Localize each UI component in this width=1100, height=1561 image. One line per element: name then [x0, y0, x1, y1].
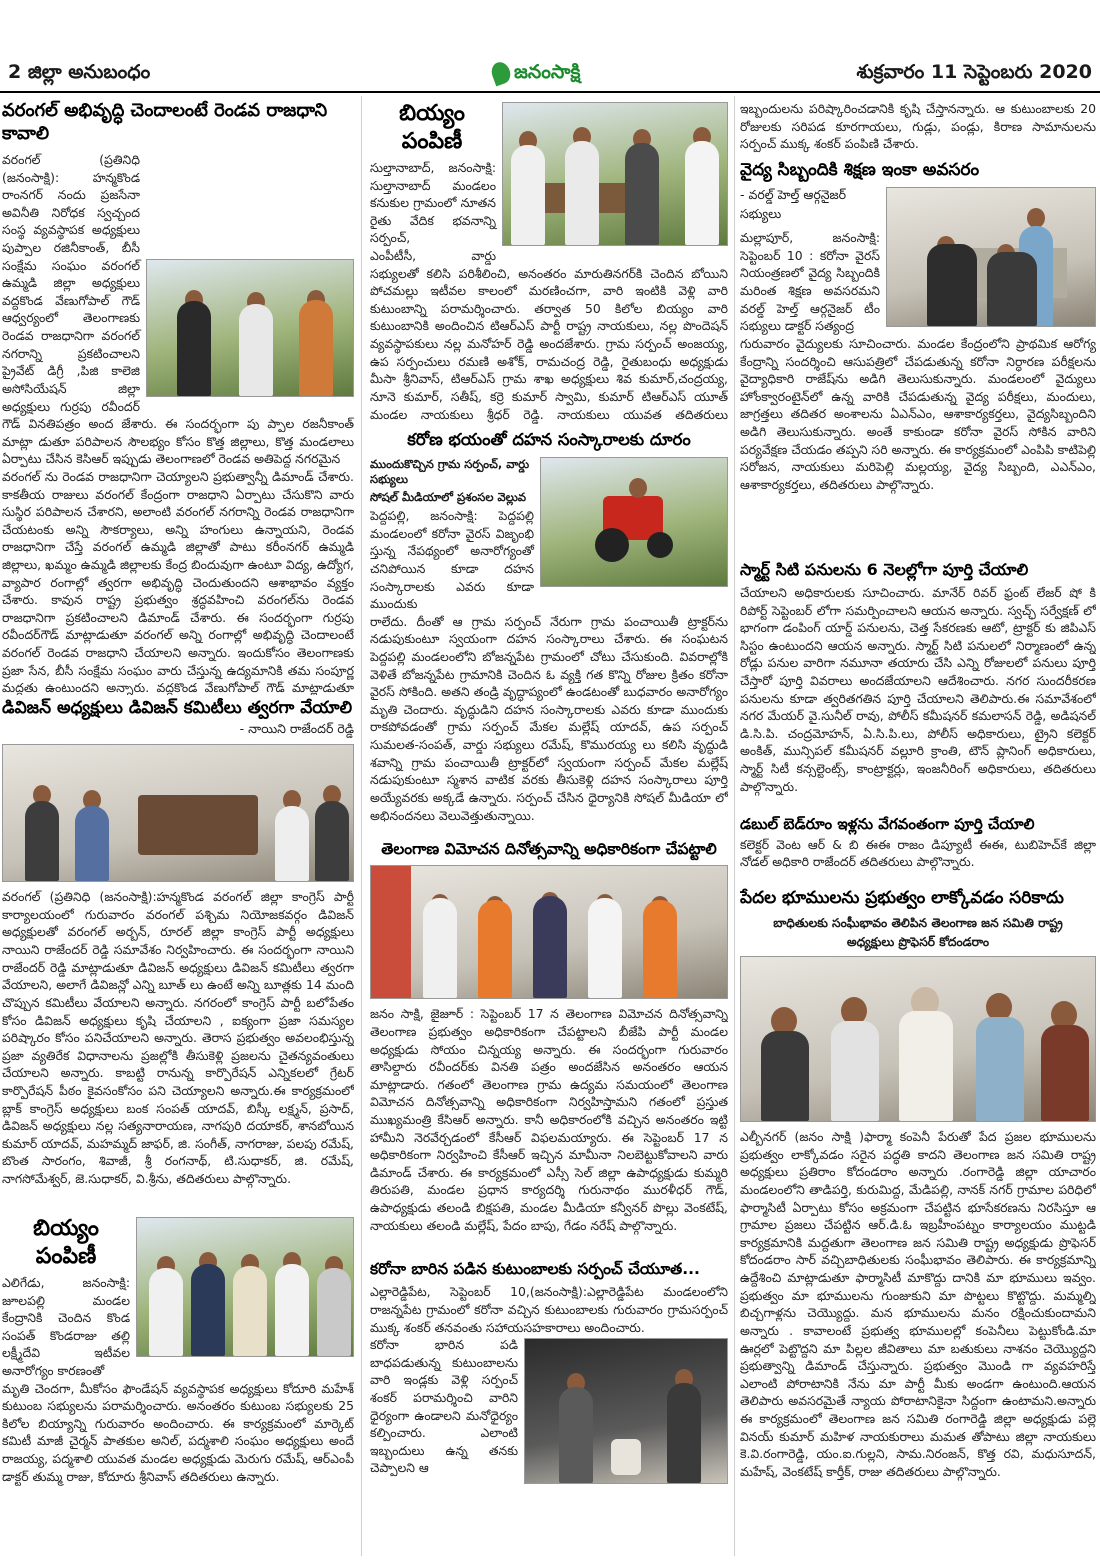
article-cremation: [370, 430, 728, 835]
headline-line: పంపిణీ: [35, 1243, 97, 1269]
subheadline: బాధితులకు సంఘీభావం తెలిపిన తెలంగాణ జన సమితి రాష్ట్ర: [773, 916, 1063, 931]
subheadline: అధ్యక్షులు ప్రొఫెసర్ కోదండరాం: [846, 934, 990, 949]
article-body: కలెక్టర్ వెంట ఆర్ & బి ఈఈ రాజం డిప్యూటీ ఈఈ, టుబిహెచ్‌కే జిల్లా నోడల్ అధికారి రాజేందర్ తదితరులు పాల్గొన్నారు.: [740, 836, 1096, 870]
article-body: ఎల్లారెడ్డిపేట, సెప్టెంబర్ 10,(జనంసాక్షి):ఎల్లారెడ్డిపేట మండలంలోని రాజన్నపేట గ్రామంలో కరోనా వచ్చిన కుటుంబాలకు గురువారం గ్రామసర్పంచ్ ముక్క శంకర్ తనవంతు సహాయసహకారాలు అందించారు.: [370, 1284, 728, 1335]
byline: - వరల్డ్ హెల్త్ ఆర్గనైజర్ సభ్యులు: [740, 187, 847, 222]
headline-line: పంపిణీ: [401, 128, 463, 154]
article-continuation: [740, 100, 1096, 158]
article-body: ఎల్బీనగర్ (జనం సాక్షి )ఫార్మా కంపెనీ పేరుతో పేద ప్రజల భూములను ప్రభుత్వం లాక్కోవడం సరైన పద్ధతి కాదని తెలంగాణ జన సమితి రాష్ట్ర అధ్యక్షులు ప్రతిరాం కోదండరాం అన్నారు .రంగారెడ్డి జిల్లా యాచారం మండలంలోని తాడిపర్తి, కురుమిద్ద, మేడిపల్లి, నానక్ నగర్ గ్రామాల పరిధిలో ఫార్మాసిటీ ఏర్పాటు కోసం అక్రమంగా చేపట్టిన భూసేకరణను నిరసిస్తూ ఆ గ్రామాల ప్రజలు చేపట్టిన ఆర్.డి.ఓ ఇబ్రహీంపట్నం కార్యాలయం ముట్టడి కార్యక్రమానికి మద్దతుగా తెలంగాణ జన సమితి రాష్ట్ర అధ్యక్షుడు ప్రొఫెసర్ కోదండరాం సార్ వచ్చిబాధితులకు సంఘీభావం తెలిపారు. ఈ కార్యక్రమాన్ని ఉద్దేశించి మాట్లాడుతూ ఫార్మాసిటీ మాకొద్దు దానికి మా భూములు ఇవ్వం. ప్రభుత్వం మా భూములను గుంజుకుని మా పొట్టలు కొట్టొద్దు. మమ్మల్ని బిచ్చగాళ్లను చెయ్యొద్దు. మన భూములను మనం రక్షించుకుందామని అన్నారు . కావాలంటే ప్రభుత్వ భూములల్లో కంపెనీలు పెట్టుకోండి.మా ఊర్లలో పెట్టొద్దని మా పిల్లల జీవితాలు మా బతుకులు నాశనం చెయ్యొద్దని ప్రభుత్వాన్ని డిమాండ్ చేస్తున్నారు. ప్రభుత్వం మొండి గా వ్యవహరిస్తే ఎలాంటి పోరాటానికి నేను మా పార్టీ మీకు అండగా ఉంటుంది.ఆయన తెలిపారు అవసరమైతే న్యాయ పోరాటానికైనా సిద్దంగా ఉంటామని.అన్నారు ఈ కార్యక్రమంలో తెలంగాణ జన సమితి రంగారెడ్డి జిల్లా అధ్యక్షుడు పల్లె వినయ్ కుమార్ మహిళ నాయకురాలు మమత తోపాటు జిల్లా నాయకులు కె.వి.రంగారెడ్డి, యం.ఐ.గుల్లని, సామ.నిరంజన్, కొత్త రవి, మధుసూదన్, మహేష్, వెంకటేష్ కార్తీక్, రాజు తదితరులు పాల్గొన్నారు.: [740, 1129, 1096, 1479]
brand-logo: [492, 59, 622, 87]
headline: తెలంగాణ విమోచన దినోత్సవాన్ని అధికారికంగా చేపట్టాలి: [381, 840, 717, 858]
article-body: మృతి చెందగా, మీకోసం ఫౌండేషన్ వ్యవస్థాపక అధ్యక్షులు కోదూరి మహేశ్ కుటుంబ సభ్యులను పరామర్శించారు. అనంతరం కుటుంబ సభ్యులకు 25 కిలోల బియ్యాన్ని గురువారం అందించారు. ఈ కార్యక్రమంలో మార్కెట్ కమిటీ మాజీ చైర్మన్ పాతకుల అనిల్, పద్మశాలి సంఘం అధ్యక్షులు అందే రాజయ్య, పద్మశాలి యువత మండల అధ్యక్షుడు మెరుగు రమేష్, ఆర్‌ఎంపీ డాక్టర్ తుమ్మ రాజు, కోదూరు శ్రీనివాస్ తదితరులు ఉన్నారు.: [2, 1380, 354, 1484]
article-body: పెద్దపల్లి, జనంసాక్షి: పెద్దపల్లి మండలంలో కరోనా వైరస్ విజృంభి స్తున్న నేపథ్యంలో అనారోగ్యంతో చనిపోయిన కూడా దహన సంస్కారాలకు ఎవరు కూడా ముందుకు: [370, 508, 534, 612]
headline: స్మార్ట్ సిటి పనులను 6 నెలల్లోగా పూర్తి చేయాలి: [740, 560, 1029, 579]
headline: కరోనా బారిన పడిన కుటుంబాలకు సర్పంచ్ చేయూత...: [370, 1260, 700, 1278]
article-sarpanch-support: [370, 1260, 728, 1555]
photo-farmers: [502, 102, 728, 246]
headline-line: బియ్యం: [399, 101, 465, 126]
article-body: ఎలిగేడు, జనంసాక్షి: జూలపల్లి మండల కేంద్రానికి చెందిన కొండ సంపత్ కొండరాజు తల్లి లక్ష్మీదేవి ఇటీవల అనారోగ్యం కారణంతో: [2, 1275, 130, 1379]
article-body: వరంగల్ (ప్రతినిధి (జనంసాక్షి):హన్మకొండ వరంగల్ జిల్లా కాంగ్రెస్ పార్టీ కార్యాలయంలో గురువారం వరంగల్ పశ్చిమ నియోజకవర్గం డివిజన్ అధ్యక్షులతో వరంగల్ అర్బన్, రూరల్ జిల్లా కాంగ్రెస్ పార్టీ అధ్యక్షులు నాయిని రాజేందర్ రెడ్డి సమావేశం నిర్వహించారు. ఈ సందర్భంగా నాయిని రాజేందర్ రెడ్డి మాట్లాడుతూ డివిజన్ అధ్యక్షులు డివిజన్ కమిటీలు త్వరగా వేయాలని, అలాగే డివిజన్లో ఎన్ని బూత్ లు ఉంటే అన్ని బూత్లకు 14 మంది చొప్పున కమిటీలు వేయాలని అన్నారు. నగరంలో కాంగ్రెస్ పార్టీ బలోపేతం కోసం డివిజన్ అధ్యక్షులు కృషి చేయాలని , ఐక్యంగా ప్రజా సమస్యల పరిష్కారం కోసం పనిచేయాలని అన్నారు. తెరాస ప్రభుత్వం అవలంభిస్తున్న ప్రజా వ్యతిరేక విధానాలను ప్రజల్లోకి తీసుకెళ్లి ప్రజలను చైతన్యవంతులు చేయాలని అన్నారు. కాబట్టి రానున్న కార్పొరేషన్ ఎన్నికలలో గ్రేటర్ కార్పొరేషన్ పీఠం కైవసంకోసం పని చెయ్యాలని అన్నారు.ఈ కార్యక్రమంలో బ్లాక్ కాంగ్రెస్ అధ్యక్షులు బంక సంపత్ యాదవ్, బిస్కీ లక్ష్మన్, ప్రసాద్, డివిజన్ అధ్యక్షులు నల్ల సత్యనారాయణ, నాగపురి దయాకర్, శానబోయిన కుమార్ యాదవ్, మహమ్మద్ జాఫర్, జి. సంగీత్, నాగరాజు, పలపు రమేష్, బొంత సారంగం, శివాజీ, శ్రీ రంగనాథ్, టి.సుధాకర్, జి. రమేష్, నాగసోమేశ్వర్, జె.సుధాకర్, వి.శ్రీను, తదితరులు పాల్గొన్నారు.: [2, 889, 354, 1186]
photo-night-visit: [524, 1338, 728, 1484]
article-medical-training: [740, 160, 1096, 558]
article-body: వరంగల్ (ప్రతినిధి (జనంసాక్షి): హన్మకొండ రాంనగర్ నందు ప్రజసేనా అవినీతి నిరోధక స్వచ్చంద సంస్థ వ్యవస్థాపక అధ్యక్షులు పుప్పాల రజినీకాంత్, బీసీ సంక్షేమ సంఘం వరంగల్ ఉమ్మడి జిల్లా అధ్యక్షులు వద్దకొండ వేణుగోపాల్ గౌడ్ ఆధ్వర్యంలో తెలంగాణకు రెండవ రాజధానిగా వరంగల్ నగరాన్ని ప్రకటించాలని ప్రైవేట్ డిగ్రీ ,పిజి కాలెజి అసోసియేషన్ జిల్లా అధ్యక్షులు గుర్రపు రవీందర్ గౌడ్ వినతిపత్రం అంద జేశారు. ఈ సందర్భంగా పు ప్పాల రజనీకాంత్ మాట్లా డుతూ పరిపాలన సౌలభ్యం కోసం కొత్త జిల్లాలు, కొత్త మండలాలు ఏర్పాటు చేసిన కెసిఆర్ ఇప్పుడు తెలంగాణలో రెండవ అతిపెద్ద నగరమైన: [2, 152, 354, 467]
column-1: [2, 100, 354, 1555]
headline: పేదల భూములను ప్రభుత్వం లాక్కోవడం సరికాదు: [740, 888, 1064, 908]
photo-kodandaram: [740, 956, 1096, 1122]
subheadline: ముందుకొచ్చిన గ్రామ సర్పంచ్, వార్డు సభ్యులు: [370, 456, 530, 487]
article-second-capital: [2, 100, 354, 695]
article-double-bedroom: [740, 815, 1096, 883]
headline: వైద్య సిబ్బందికి శిక్షణ ఇంకా అవసరం: [740, 160, 980, 180]
article-body: జనం సాక్షి, జైజూర్ : సెప్టెంబర్ 17 న తెలంగాణ విమోచన దినోత్సవాన్ని తెలంగాణ ప్రభుత్వం అధికారికంగా చేపట్టాలని బీజేపి పార్టీ మండల అధ్యక్షుడు సోయం చిన్నయ్య అన్నారు. ఈ సందర్భంగా గురువారం తాసిల్దారు రవీందర్‌కు వినతి పత్రం అందజేసిన అనంతరం ఆయన మాట్లాడారు. గతంలో తెలంగాణ గ్రామ ఉద్యమ సమయంలో తెలంగాణ విమోచన దినోత్సవాన్ని అధికారికంగా నిర్వహిస్తామని గతంలో ప్రస్తుత ముఖ్యమంత్రి కేసిఆర్ అన్నారు. కానీ అధికారంలోకి వచ్చిన అనంతరం ఇట్టి హామీని నెరవేర్చడంలో కేసీఆర్ విఫలమయ్యారు. ఈ సెప్టెంబర్ 17 న అధికారికంగా నిర్వహించి కేసీఆర్ ఇచ్చిన మామీనా నిలబెట్టుకోవాలని వారు డిమాండ్ చేశారు. ఈ కార్యక్రమంలో ఎస్సీ సెల్ జిల్లా ఉపాధ్యక్షుడు కుమ్మరి తిరుపతి, మండల ప్రధాన కార్యదర్శి గురునాథం మురళీధర్ గౌడ్, ఉపాధ్యక్షుడు తలండి బిక్షపతి, మండల మీడియా కన్వీనర్ పొల్లు వెంకటేష్, నాయకులు తలండి మల్లేష్, పేదం బాపు, గేడం నరేష్ పాల్గొన్నారు.: [370, 1006, 728, 1233]
article-smart-city: [740, 560, 1096, 805]
article-body: సుల్తానాబాద్, జనంసాక్షి: సుల్తానాబాద్ మండలం కనుకుల గ్రామంలో నూతన రైతు వేదిక భవనాన్ని సర్పంచ్,: [370, 160, 496, 246]
headline: కరోణ భయంతో దహన సంస్కారాలకు దూరం: [407, 430, 691, 449]
photo-clinic: [886, 187, 1096, 327]
article-body: చేయాలని అధికారులకు సూచించారు. మానేర్ రివర్ ఫ్రంట్ లేజర్ షో కి రిపోర్ట్ సెప్టెంబర్ లోగా సమర్పించాలని ఆయన అన్నారు. స్వచ్ఛ్ సర్వేక్షణ్ లో భాగంగా డంపింగ్ యార్డ్ పనులను, చెత్త సేకరణకు ఆటో, ట్రాక్టర్ కు జిపిఎస్ సిస్టం ఉంటుందని ఆయన అన్నారు. స్మార్ట్ సిటి పనులలో నిర్మాణంలో ఉన్న రోడ్లు పనుల వారిగా నమూనా తయారు చేసి ఎన్ని రోజులలో పనులు పూర్తి చేస్తారో పూర్తి వివరాలు అందజేయాలని ఆదేశించారు. నగర సుందరీకరణ పనులను కూడా త్వరితగతిన పూర్తి చేయాలని తెలిపారు.ఈ సమావేశంలో నగర మేయర్ వై.సునీల్ రావు, పోలీస్ కమీషనర్ కమలాసన్ రెడ్డి, అడిషనల్ డి.సి.పి. చంద్రమోహన్, ఏ.సి.పి.లు, పోలీస్ అధికారులు, ట్రైని కలెక్టర్ అంకిత్, మున్సిపల్ కమీషనర్ వల్లూరి క్రాంతి, టౌన్ ప్లానింగ్ అధికారులు, స్మార్ట్ సిటీ కన్సల్టెంట్స్, కాంట్రాక్టర్లు, ఇంజనీరింగ్ అధికారులు, తదితరులు పాల్గొన్నారు.: [740, 585, 1096, 794]
article-liberation-day: [370, 840, 728, 1255]
article-body: ఇబ్బందులను పరిష్కారించడానికి కృషి చేస్తానన్నారు. ఆ కుటుంబాలకు 20 రోజులకు సరిపడ కూరగాయలు, గుడ్లు, పండ్లు, కిరాణ సామానులను సర్పంచ్ ముక్క శంకర్ పంపిణి చేశారు.: [740, 101, 1096, 152]
masthead: [0, 55, 1100, 93]
page-label: 2 జిల్లా అనుబంధం: [8, 61, 151, 83]
photo-memorandum-bjp: [370, 865, 728, 999]
subheadline: సోషల్ మీడియాలో ప్రశంసల వెల్లువ: [370, 489, 526, 504]
headline: వరంగల్ అభివృద్ధి చెందాలంటే రెండవ రాజధాని కావాలి: [2, 100, 328, 144]
leaf-icon: [489, 60, 513, 87]
issue-date: శుక్రవారం 11 సెప్టెంబరు 2020: [856, 61, 1092, 83]
article-body: గురువారం వైద్యులకు సూచించారు. మండల కేంద్రంలోని ప్రాథమిక ఆరోగ్య కేంద్రాన్ని సందర్శించి ఆసుపత్రిలో చేపడుతున్న కరోనా నిర్ధారణ పరీక్షలను వైద్యాధికారి రాజేష్‌ను అడిగి తెలుసుకున్నారు. మండలంలో వైద్యులు హోంక్వారంటైన్‌లో ఉన్న వారికి చేపడుతున్న వైద్య పరీక్షలు, మందులు, జాగ్రత్తలు తదితర అంశాలను ఏఎన్ఎం, ఆశాకార్యకర్తలు, వైద్యసిబ్బందిని అడిగి తెలుసుకున్నారు. అంతే కాకుండా కరోనా వైరస్ సోకిన వారిని పర్యవేక్షణ చేయడం తప్పని సరి అన్నారు. ఈ కార్యక్రమంలో ఎంపిపి కాటిపెల్లి సరోజన, నాయకులు మరిపెల్లి మల్లయ్య, వైద్య సిబ్బంది, ఎఎన్ఎం, ఆశాకార్యకర్తలు, తదితరులు పాల్గొన్నారు.: [740, 335, 1096, 492]
article-body: మల్లాపూర్, జనంసాక్షి: సెప్టెంబర్ 10 : కరోనా వైరస్ నియంత్రణలో వైద్య సిబ్బందికి మరింత శిక్షణ అవసరమని వరల్డ్ హెల్త్ ఆర్గనైజర్ టీం సభ్యులు డాక్టర్ సత్యంద్ర: [740, 230, 880, 334]
article-land-acquisition: [740, 888, 1096, 1555]
article-division-committees: [2, 698, 354, 1210]
column-3: [740, 100, 1096, 1555]
article-body: వరంగల్ ను రెండవ రాజధానిగా చెయ్యాలని ప్రభుత్వాన్నీ డిమాండ్ చేశారు. కాకతీయ రాజులు వరంగల్ కేంద్రంగా రాజధాని ఏర్పాటు చేసుకొని వారు సుస్థిర పరిపాలన చేశారని, అలాంటి వరంగల్ నగరాన్ని రెండవ రాజధానిగా చేయటంకు అన్ని సౌకర్యాలు, అన్ని హంగులు ఉన్నాయని, రెండవ రాజధానిగా చేస్తే వరంగల్ ఉమ్మడి జిల్లాతో పాటు కరీంనగర్ ఉమ్మడి జిల్లాలు, ఖమ్మం ఉమ్మడి జిల్లాలకు కేంద్ర బిందువుగా ఉంటూ విద్య, ఉద్యోగ, వ్యాపార రంగాల్లో త్వరగా అభివృద్ధి చెందుతుందని ఆశాభావం వ్యక్తం చేశారు. కావున రాష్ట్ర ప్రభుత్వం శ్రద్ధవహించి వరంగల్‌ను రెండవ రాజధానిగా ప్రకటించాలని డిమాండ్ చేశారు. ఈ సందర్భంగా గుర్రపు రవీందర్‌గౌడ్ మాట్లాడుతూ వరంగల్ అన్ని రంగాల్లో అభివృద్ధి చెందాలంటే వరంగల్ రెండవ రాజధాని చేయాలని అన్నారు. ఇందుకోసం తెలంగాణకు ప్రజా సేన, బీసీ సంక్షేమ సంఘం వారు చేస్తున్న ఉద్యమానికి తమ సంపూర్ణ మద్దతు ఉంటుందని అన్నారు. వద్దకొండ వేణుగోపాల్ గౌడ్ మాట్లాడుతూ: [2, 468, 354, 695]
photo-meeting: [2, 744, 354, 882]
headline: [2, 1215, 130, 1270]
article-rice-distribution-2: [370, 100, 728, 426]
column-2: [370, 100, 728, 1555]
headline: [370, 100, 494, 155]
photo-rice-distribution: [136, 1217, 354, 1357]
article-body: కరోనా భారిన పడి బాధపడుతున్న కుటుంబాలను వారి ఇండ్లకు వెళ్లి సర్పంచ్ శంకర్ పరామర్శించి వారిని ధైర్యంగా ఉండాలని మనోధైర్యం కల్పించారు. ఎలాంటి ఇబ్బందులు ఉన్న తనకు చెప్పాలని ఆ: [370, 1337, 518, 1476]
headline-line: బియ్యం: [33, 1216, 99, 1241]
article-rice-distribution-1: [2, 1215, 354, 1555]
photo-tractor: [540, 457, 728, 587]
byline: - నాయిని రాజేందర్ రెడ్డి: [239, 721, 354, 737]
article-body: రాలేదు. దీంతో ఆ గ్రామ సర్పంచ్ నేరుగా గ్రామ పంచాయితీ ట్రాక్టర్‌ను నడుపుకుంటూ స్వయంగా దహన సంస్కారాలు చేశారు. ఈ సంఘటన పెద్దపల్లి మండలంలోని బోజన్నపేట గ్రామంలో చోటు చేసుకుంది. వివరాల్లోకి వెళితే బోజన్నపేట గ్రామానికి చెందిన ఓ వ్యక్తి గత కొన్ని రోజుల క్రితం కరోనా వైరస్ సోకింది. అతని తండ్రి వృద్ధాప్యంలో ఉండటంతో బుధవారం అనారోగ్యం మృతి చెందారు. వృద్ధుడిని దహన సంస్కారాలకు ఎవరు కూడా ముందుకు రాకపోవడంతో గ్రామ సర్పంచ్ మేకల మల్లేష్ యాదవ్, ఉప సర్పంచ్ సుమలత-సంపత్, వార్డు సభ్యులు రమేష్, కొమురయ్య లు కలిసి వృద్ధుడి శవాన్ని గ్రామ పంచాయితీ ట్రాక్టర్‌లో స్వయంగా సర్పంచ్ మేకల మల్లేష్ నడుపుకుంటూ స్మశాన వాటిక వరకు తీసుకెళ్లి దహన సంస్కారాలు పూర్తి అయ్యేవరకు అక్కడే ఉన్నారు. సర్పంచ్ చేసిన ధైర్యానికి సోషల్ మీడియా లో అభినందనలు వెలువెత్తుతున్నాయి.: [370, 613, 728, 823]
headline: డబుల్ బెడ్‌రూం ఇళ్లను వేగవంతంగా పూర్తి చేయాలి: [740, 815, 1035, 833]
headline: డివిజన్ అధ్యక్షులు డివిజన్ కమిటీలు త్వరగా వేయాలి: [2, 698, 353, 718]
photo-memorandum: [146, 259, 354, 397]
column-rule: [734, 96, 735, 1556]
brand-name: జనంసాక్షి: [514, 61, 581, 83]
article-body: ఎంపీటీసీ, వార్డు సభ్యులతో కలిసి పరిశీలించి, అనంతరం మారుతినగర్‌కి చెందిన బోయిని పోచమల్లు ఇటీవల కాలంలో మరణించగా, వారి ఇంటికి వెళ్లి వారి కుటుంబాన్ని పరామర్శించారు. తర్వాత 50 కిలోల బియ్యం వారి కుటుంబానికి అందించిన టిఆర్ఎస్ పార్టీ రాష్ట్ర నాయకులు, నల్ల పొందెషన్ వ్యవస్థాపకులు నల్ల మనోహర్ రెడ్డి అందజేశారు. గ్రామ సర్పంచ్ అంజయ్య, ఉప సర్పంచులు రమణి అశోక్, రామచంద్ర రెడ్డి, రైతుబంధు అధ్యక్షుడు మీసా శ్రీనివాస్, టిఆర్ఎస్ గ్రామ శాఖ అధ్యక్షులు శివ కుమార్,చంద్రయ్య, నూనె కుమార్, సతీష్, కర్రె కుమార్ స్వామి, కుమార్ టిఆర్ఎస్ యూత్ మండల నాయకులు శ్రీధర్ రెడ్డి. నాయకులు యువత తదితరులు: [370, 248, 728, 422]
column-rule: [361, 96, 362, 1556]
